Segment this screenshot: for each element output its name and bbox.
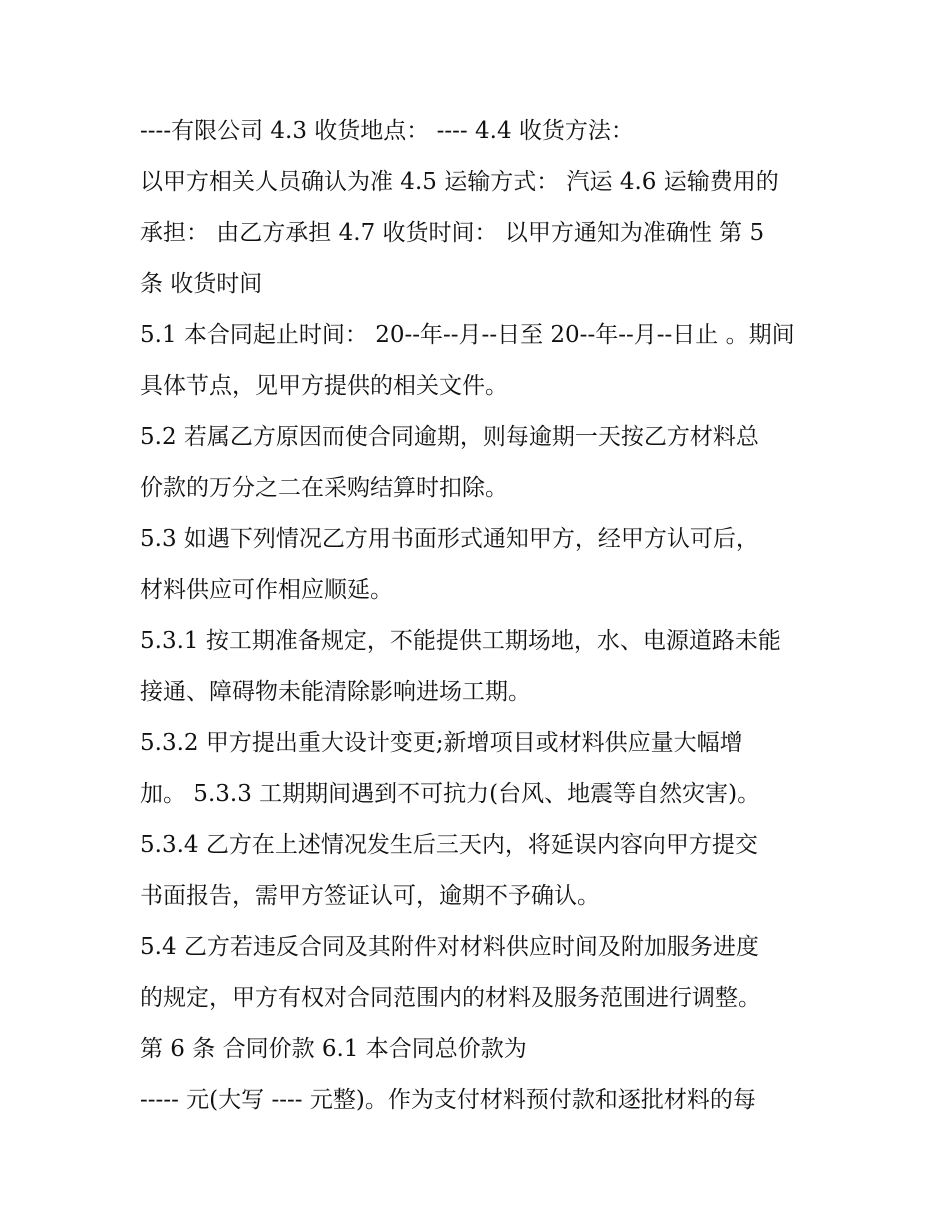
text-line: 以甲方相关人员确认为准 4.5 运输方式： 汽运 4.6 运输费用的	[140, 169, 779, 195]
text-line: 条 收货时间	[140, 271, 263, 297]
text-line: 价款的万分之二在采购结算时扣除。	[140, 475, 508, 501]
text-line: 第 6 条 合同价款 6.1 本合同总价款为	[140, 1036, 527, 1062]
text-line: 接通、障碍物未能清除影响进场工期。	[140, 679, 531, 705]
text-line: 5.1 本合同起止时间： 20--年--月--日至 20--年--月--日止 。期间	[140, 322, 795, 348]
text-line: 5.3.4 乙方在上述情况发生后三天内，将延误内容向甲方提交	[140, 832, 758, 858]
text-line: 5.3.2 甲方提出重大设计变更;新增项目或材料供应量大幅增	[140, 730, 743, 756]
text-line: 的规定，甲方有权对合同范围内的材料及服务范围进行调整。	[140, 985, 761, 1011]
text-line: 5.4 乙方若违反合同及其附件对材料供应时间及附加服务进度	[140, 934, 759, 960]
text-line: 5.2 若属乙方原因而使合同逾期，则每逾期一天按乙方材料总	[140, 424, 759, 450]
text-line: 5.3 如遇下列情况乙方用书面形式通知甲方，经甲方认可后，	[140, 526, 759, 552]
text-line: ----有限公司 4.3 收货地点： ---- 4.4 收货方法：	[140, 118, 634, 144]
text-line: 5.3.1 按工期准备规定，不能提供工期场地，水、电源道路未能	[140, 628, 781, 654]
text-line: 书面报告，需甲方签证认可，逾期不予确认。	[140, 883, 600, 909]
text-line: 材料供应可作相应顺延。	[140, 577, 393, 603]
document-body	[140, 106, 820, 1126]
text-line: ----- 元(大写 ---- 元整)。作为支付材料预付款和逐批材料的每	[140, 1087, 756, 1113]
text-line: 承担： 由乙方承担 4.7 收货时间： 以甲方通知为准确性 第 5	[140, 220, 765, 246]
text-line: 加。 5.3.3 工期期间遇到不可抗力(台风、地震等自然灾害)。	[140, 781, 761, 807]
text-line: 具体节点，见甲方提供的相关文件。	[140, 373, 508, 399]
